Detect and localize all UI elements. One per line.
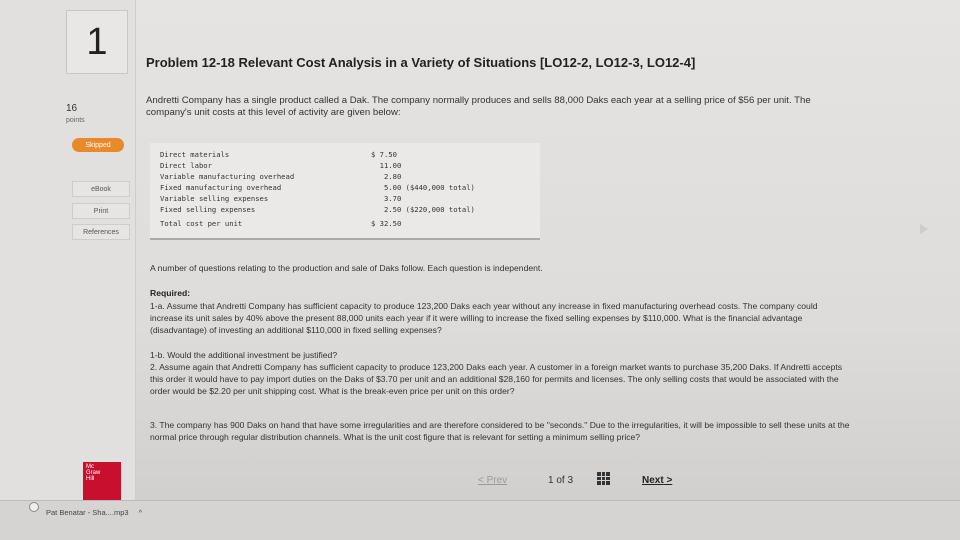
cost-row-direct-labor bbox=[160, 161, 530, 172]
chevron-up-icon[interactable]: ^ bbox=[138, 508, 143, 517]
question-number: 1 bbox=[66, 10, 128, 74]
cost-value: $ 7.50 bbox=[371, 150, 397, 159]
problem-title: Problem 12-18 Relevant Cost Analysis in a Variety of Situations [LO12-2, LO12-3, LO12-4] bbox=[146, 55, 696, 70]
next-label: Next bbox=[642, 475, 664, 486]
requirement-1b: 1-b. Would the additional investment be justified? bbox=[150, 350, 338, 360]
requirement-1a: 1-a. Assume that Andretti Company has sufficient capacity to produce 123,200 Daks each year without any increase in fixed manufacturing overhead costs. The company could increase its unit sales by 40% above the present 88,000 units each year if it were willing to increase the fixed selling expenses by $110,000. What is the financial advantage (disadvantage) of investing an additional $110,000 in fixed selling expenses? bbox=[150, 301, 818, 335]
mouse-cursor-icon bbox=[920, 224, 928, 234]
cost-row-fixed-mfg-overhead bbox=[160, 183, 530, 194]
cost-value: 11.00 bbox=[371, 161, 402, 170]
ebook-button[interactable]: eBook bbox=[72, 181, 130, 197]
page-indicator: 1 of 3 bbox=[548, 475, 574, 486]
points-label: points bbox=[66, 117, 85, 124]
points-value: 16 bbox=[66, 103, 78, 114]
cost-value: 2.50 ($220,000 total) bbox=[371, 205, 475, 214]
cost-value: $ 32.50 bbox=[371, 219, 402, 228]
download-item-label: Pat Benatar - Sha....mp3 bbox=[46, 508, 129, 517]
downloads-bar bbox=[0, 500, 960, 540]
cost-label: Variable manufacturing overhead bbox=[160, 172, 295, 181]
requirement-3: 3. The company has 900 Daks on hand that have some irregularities and are therefore considered to be "seconds." Due to the irregularities, it will be impossible to sell these units at the normal price through regular distribution channels. What is the unit cost figure that is relevant for setting a minimum selling price? bbox=[150, 420, 850, 442]
cost-row-fixed-selling bbox=[160, 205, 530, 216]
chevron-left-icon: < bbox=[478, 475, 487, 486]
requirement-2: 2. Assume again that Andretti Company has sufficient capacity to produce 123,200 Daks each year. A customer in a foreign market wants to purchase 35,200 Daks. If Andretti accepts this order it would have to pay import duties on the Daks of $3.70 per unit and an additional $28,160 for permits and licenses. The only selling costs that would be associated with the order would be $2.20 per unit shipping cost. What is the break-even price per unit on this order? bbox=[150, 362, 843, 396]
cost-value: 3.70 bbox=[371, 194, 402, 203]
chevron-right-icon: > bbox=[663, 475, 673, 486]
print-button[interactable]: Print bbox=[72, 203, 130, 219]
prev-label: Prev bbox=[486, 475, 508, 486]
cost-label: Direct labor bbox=[160, 161, 212, 170]
unit-cost-table bbox=[150, 143, 540, 240]
cost-row-variable-mfg-overhead bbox=[160, 172, 530, 183]
logo-line-1: Mc bbox=[86, 464, 94, 470]
cost-label: Total cost per unit bbox=[160, 219, 243, 228]
question-sidebar bbox=[0, 0, 136, 500]
problem-intro: Andretti Company has a single product called a Dak. The company normally produces and sells 88,000 Daks each year at a selling price of $56 per unit. The company's unit costs at this level of activity are given below: bbox=[146, 95, 811, 118]
download-item[interactable] bbox=[30, 508, 142, 517]
prev-button[interactable] bbox=[478, 475, 507, 486]
question-grid-icon[interactable] bbox=[597, 472, 610, 485]
cost-row-direct-materials bbox=[160, 150, 530, 161]
mcgraw-hill-logo bbox=[83, 462, 121, 502]
cost-value: 2.80 bbox=[371, 172, 402, 181]
logo-line-2: Graw bbox=[86, 470, 101, 476]
cost-row-total bbox=[160, 219, 530, 230]
required-heading: Required: bbox=[150, 288, 191, 298]
cost-label: Fixed selling expenses bbox=[160, 205, 256, 214]
references-button[interactable]: References bbox=[72, 224, 130, 240]
cost-label: Variable selling expenses bbox=[160, 194, 269, 203]
cost-label: Fixed manufacturing overhead bbox=[160, 183, 282, 192]
cost-row-variable-selling bbox=[160, 194, 530, 205]
questions-intro: A number of questions relating to the production and sale of Daks follow. Each question is independent. bbox=[150, 263, 543, 273]
logo-line-3: Hill bbox=[86, 476, 95, 482]
cost-value: 5.00 ($440,000 total) bbox=[371, 183, 475, 192]
cost-label: Direct materials bbox=[160, 150, 230, 159]
skipped-badge: Skipped bbox=[72, 138, 124, 152]
next-button[interactable] bbox=[642, 475, 672, 486]
